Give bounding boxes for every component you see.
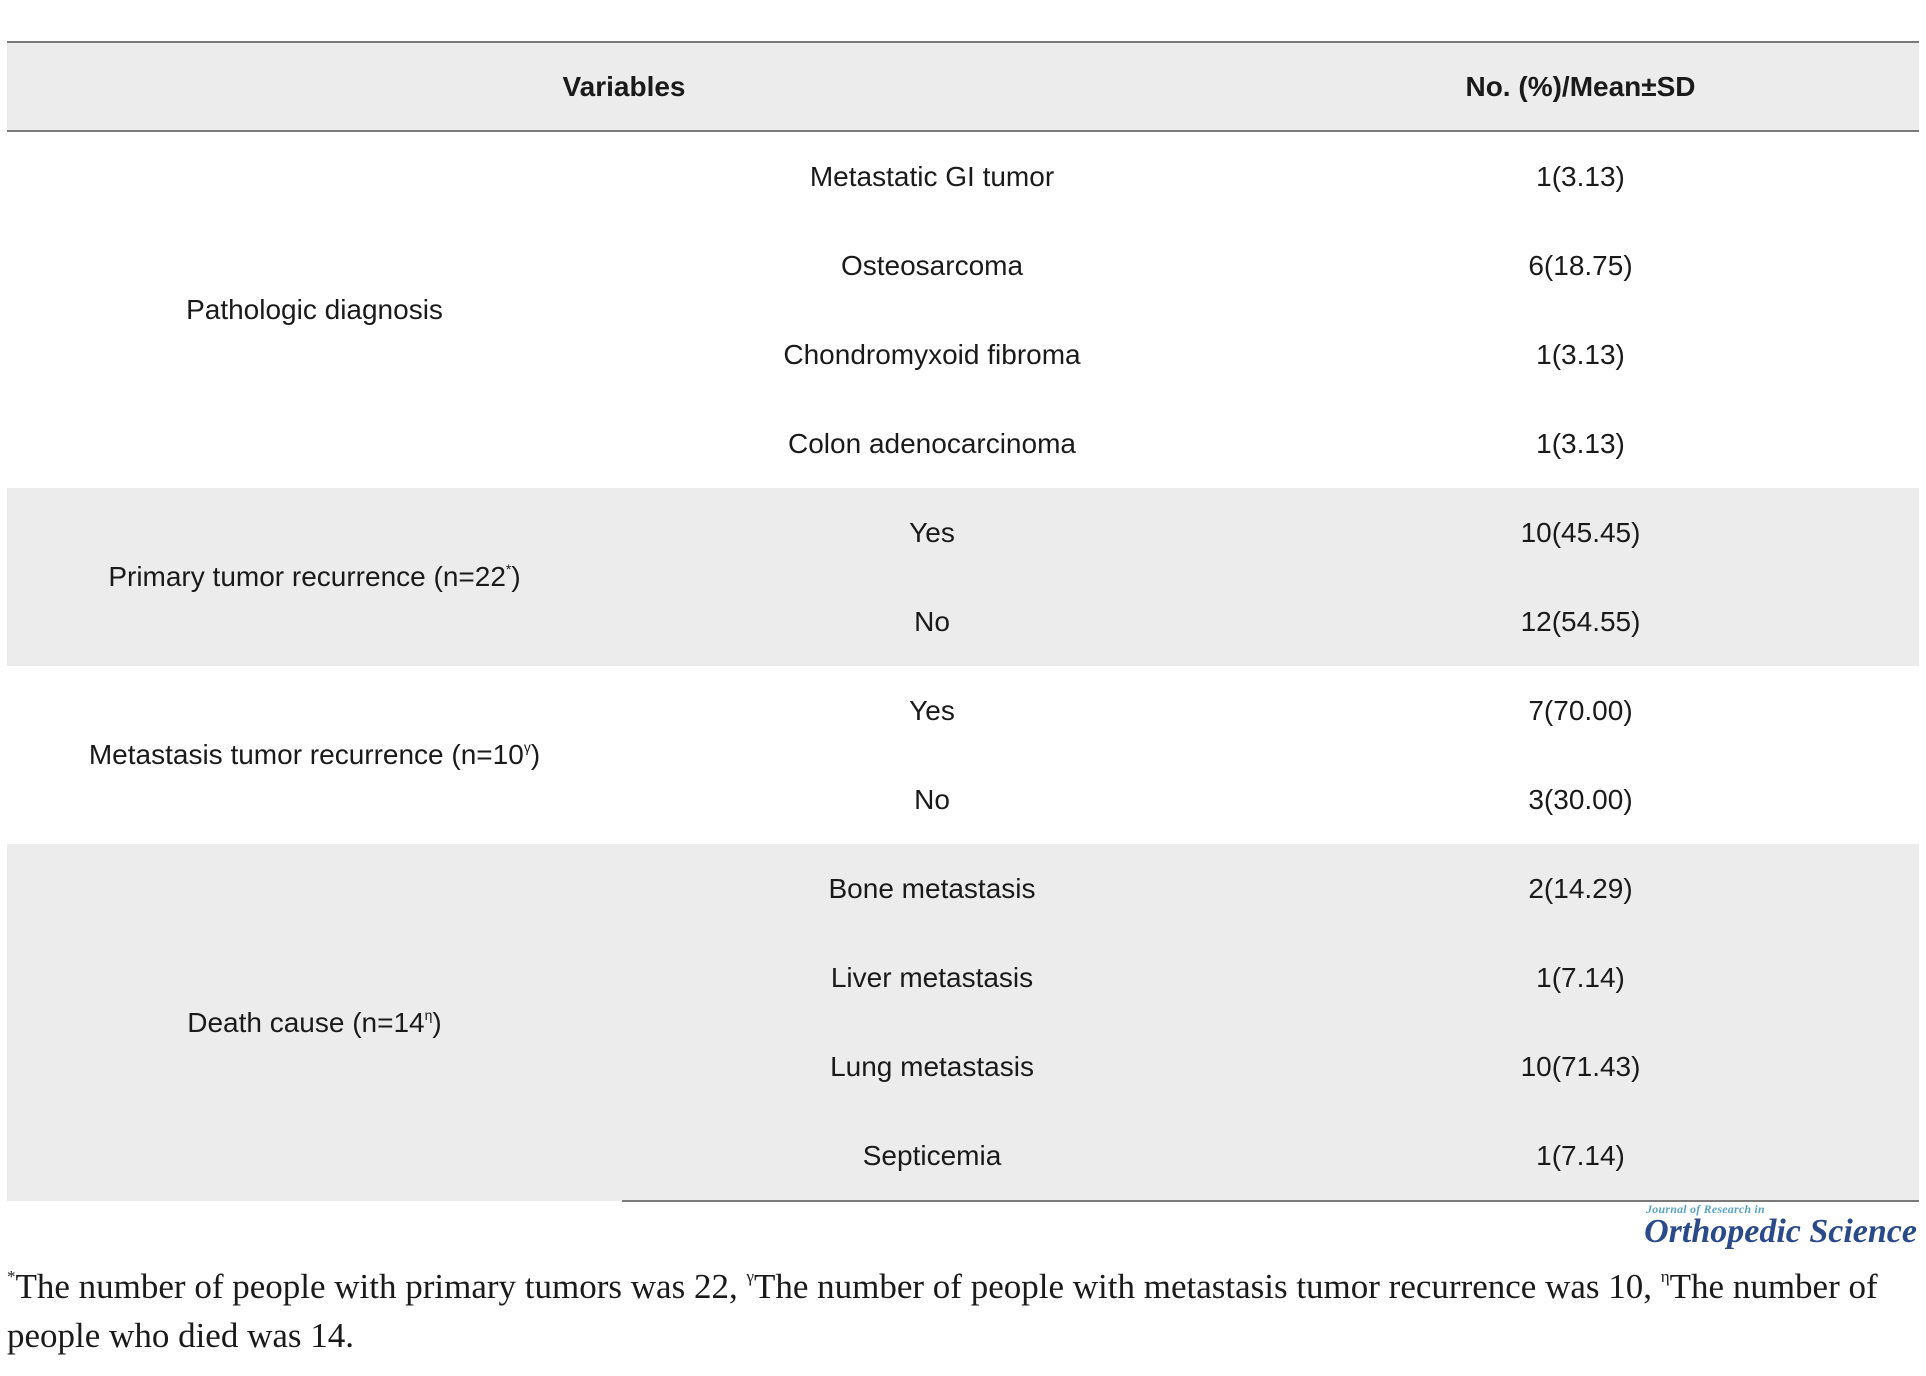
row-value: 2(14.29) [1528,872,1633,904]
row-value: 1(7.14) [1242,1111,1919,1201]
header-value: No. (%)/Mean±SD [1242,42,1919,131]
table-row [7,488,1919,577]
row-item: No [914,605,950,637]
row-item: Liver metastasis [830,961,1034,993]
journal-logo [1644,1202,1917,1249]
row-item: Metastatic GI tumor [809,160,1055,192]
row-value: 12(54.55) [1520,605,1641,637]
table-footnote: *The number of people with primary tumors was 22, $^\gamma$The number of people with metastasis tumor recurrence was 10, $^\eta$The number of people who died was 14. [7,1267,1878,1355]
row-value: 6(18.75) [1528,249,1633,281]
row-item: Lung metastasis [830,1050,1034,1082]
group-metastasis-tumor-recurrence [7,666,1919,844]
group-label: Death cause $(n=14^\eta)$ [187,1006,442,1038]
header-variables: Variables [7,42,1242,131]
group-label: Primary tumor recurrence (n=22*) [108,561,521,592]
row-item: No [914,783,950,815]
row-item: Yes [909,694,955,726]
table-header-row [7,42,1919,131]
group-label: Pathologic diagnosis [186,294,443,325]
row-value: 3(30.00) [1528,783,1633,815]
row-value: 1(7.14) [1536,961,1625,993]
results-table [7,41,1919,1202]
group-primary-tumor-recurrence [7,488,1919,666]
logo-small-text: Journal of Research in [1646,1202,1765,1216]
group-death-cause [7,844,1919,1201]
row-item: Osteosarcoma [840,249,1024,281]
row-value: 7(70.00) [1528,694,1633,726]
logo-title: Orthopedic Science [1644,1213,1917,1250]
row-item: Colon adenocarcinoma [788,427,1076,459]
row-value: 1(3.13) [1536,338,1625,370]
row-item: Yes [909,516,955,548]
table-row [7,666,1919,755]
row-value: 1(3.13) [1536,427,1625,459]
row-value: 10(45.45) [1520,516,1641,548]
group-label: Metastasis tumor recurrence $(n=10^\gamma)$ [88,739,541,770]
row-value: 1(3.13) [1536,160,1625,192]
row-value: 10(71.43) [1520,1050,1641,1082]
group-pathologic-diagnosis [7,131,1919,488]
row-item: Chondromyxoid fibroma [783,338,1081,370]
row-item: Septicemia [622,1111,1242,1201]
table-row [7,844,1919,933]
table-row [7,131,1919,221]
row-item: Bone metastasis [828,872,1036,904]
